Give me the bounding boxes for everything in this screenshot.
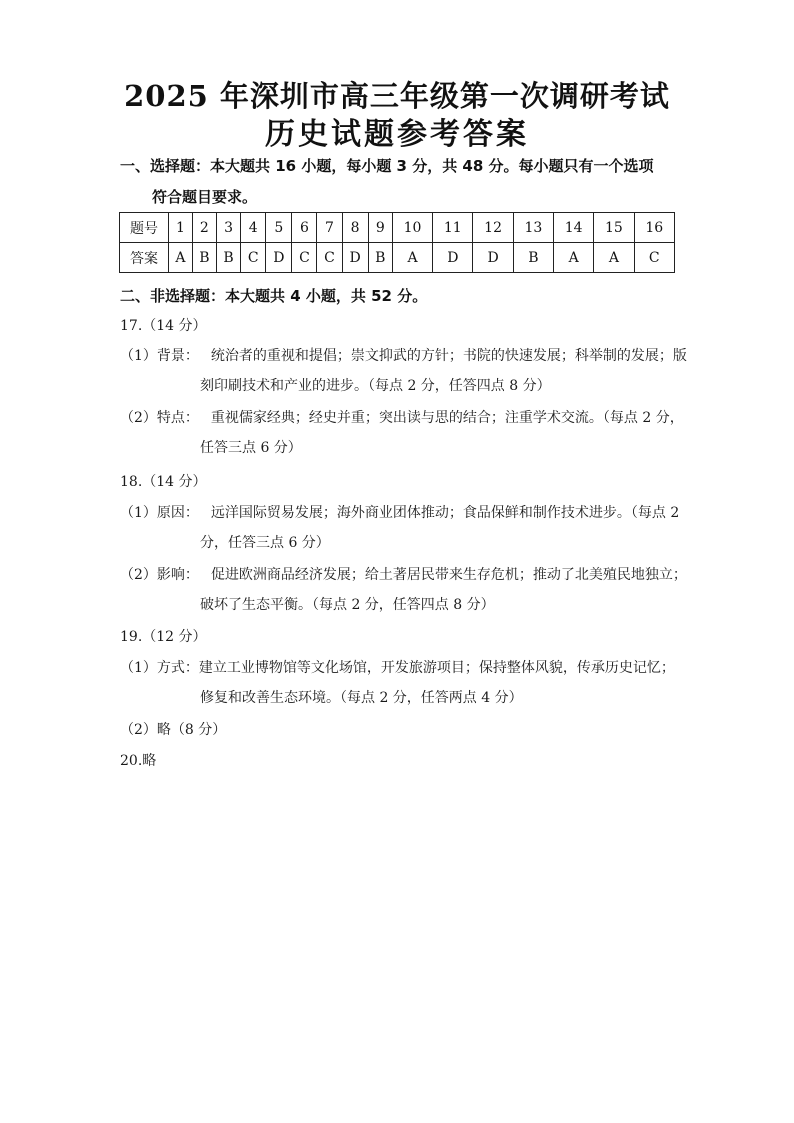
answer-table-answer-row	[120, 243, 675, 273]
q17-part2-cont: 任答三点 6 分）	[200, 440, 302, 456]
q20-label: 20.略	[120, 753, 157, 769]
q18-part2-text: 促进欧洲商品经济发展；给土著居民带来生存危机；推动了北美殖民地独立；	[210, 567, 687, 583]
answer-cell: A	[554, 243, 594, 273]
answer-cell: A	[392, 243, 432, 273]
question-number: 8	[342, 213, 368, 243]
q17-part1-cont: 刻印刷技术和产业的进步。（每点 2 分，任答四点 8 分）	[200, 378, 551, 394]
q18-part1-cont: 分，任答三点 6 分）	[200, 535, 330, 551]
answer-cell: C	[241, 243, 266, 273]
exam-subtitle: 历史试题参考答案	[265, 117, 529, 152]
row-label-answer: 答案	[120, 243, 169, 273]
question-number: 9	[368, 213, 392, 243]
answer-table	[119, 212, 675, 273]
q17-part1-text: 统治者的重视和提倡；崇文抑武的方针；书院的快速发展；科举制的发展；版	[210, 348, 687, 364]
answer-cell: D	[342, 243, 368, 273]
exam-title: 2025 年深圳市高三年级第一次调研考试	[124, 79, 670, 113]
answer-cell: C	[292, 243, 317, 273]
question-number: 11	[433, 213, 473, 243]
answer-cell: A	[594, 243, 634, 273]
question-number: 4	[241, 213, 266, 243]
q18-label: 18.（14 分）	[120, 474, 207, 490]
q19-part1-cont: 修复和改善生态环境。（每点 2 分，任答两点 4 分）	[200, 690, 523, 706]
q17-label: 17.（14 分）	[120, 318, 207, 334]
q18-part1-label: （1）原因：	[120, 505, 199, 521]
answer-cell: B	[216, 243, 240, 273]
section1-heading: 一、选择题：本大题共 16 小题，每小题 3 分，共 48 分。每小题只有一个选项	[120, 157, 654, 175]
question-number: 10	[392, 213, 432, 243]
question-number: 3	[216, 213, 240, 243]
row-label-number: 题号	[120, 213, 169, 243]
question-number: 14	[554, 213, 594, 243]
q18-part2-cont: 破坏了生态平衡。（每点 2 分，任答四点 8 分）	[200, 597, 495, 613]
q17-part1-label: （1）背景：	[120, 348, 199, 364]
answer-cell: D	[266, 243, 292, 273]
question-number: 2	[192, 213, 216, 243]
section2-heading: 二、非选择题：本大题共 4 小题，共 52 分。	[120, 287, 428, 305]
section1-heading-cont: 符合题目要求。	[152, 188, 258, 206]
answer-cell: D	[433, 243, 473, 273]
q17-part2-label: （2）特点：	[120, 410, 199, 426]
question-number: 12	[473, 213, 513, 243]
question-number: 1	[169, 213, 193, 243]
q18-part1	[120, 503, 679, 523]
question-number: 15	[594, 213, 634, 243]
q17-part2	[120, 408, 684, 428]
q18-part2-label: （2）影响：	[120, 567, 199, 583]
q19-label: 19.（12 分）	[120, 629, 207, 645]
question-number: 13	[513, 213, 553, 243]
q19-part1-label: （1）方式：	[120, 660, 199, 676]
q18-part2	[120, 565, 687, 585]
answer-cell: D	[473, 243, 513, 273]
question-number: 6	[292, 213, 317, 243]
q18-part1-text: 远洋国际贸易发展；海外商业团体推动；食品保鲜和制作技术进步。（每点 2	[210, 505, 680, 521]
q19-part1-text: 建立工业博物馆等文化场馆，开发旅游项目；保持整体风貌，传承历史记忆；	[198, 660, 675, 676]
q17-part2-text: 重视儒家经典；经史并重；突出读与思的结合；注重学术交流。（每点 2 分，	[210, 410, 684, 426]
q19-part1	[120, 658, 675, 678]
answer-cell: C	[317, 243, 342, 273]
q17-part1	[120, 346, 687, 366]
answer-cell: B	[368, 243, 392, 273]
question-number: 16	[634, 213, 674, 243]
answer-cell: B	[192, 243, 216, 273]
answer-table-number-row	[120, 213, 675, 243]
q19-part2: （2）略（8 分）	[120, 722, 227, 738]
answer-cell: A	[169, 243, 193, 273]
question-number: 7	[317, 213, 342, 243]
answer-cell: B	[513, 243, 553, 273]
question-number: 5	[266, 213, 292, 243]
answer-cell: C	[634, 243, 674, 273]
